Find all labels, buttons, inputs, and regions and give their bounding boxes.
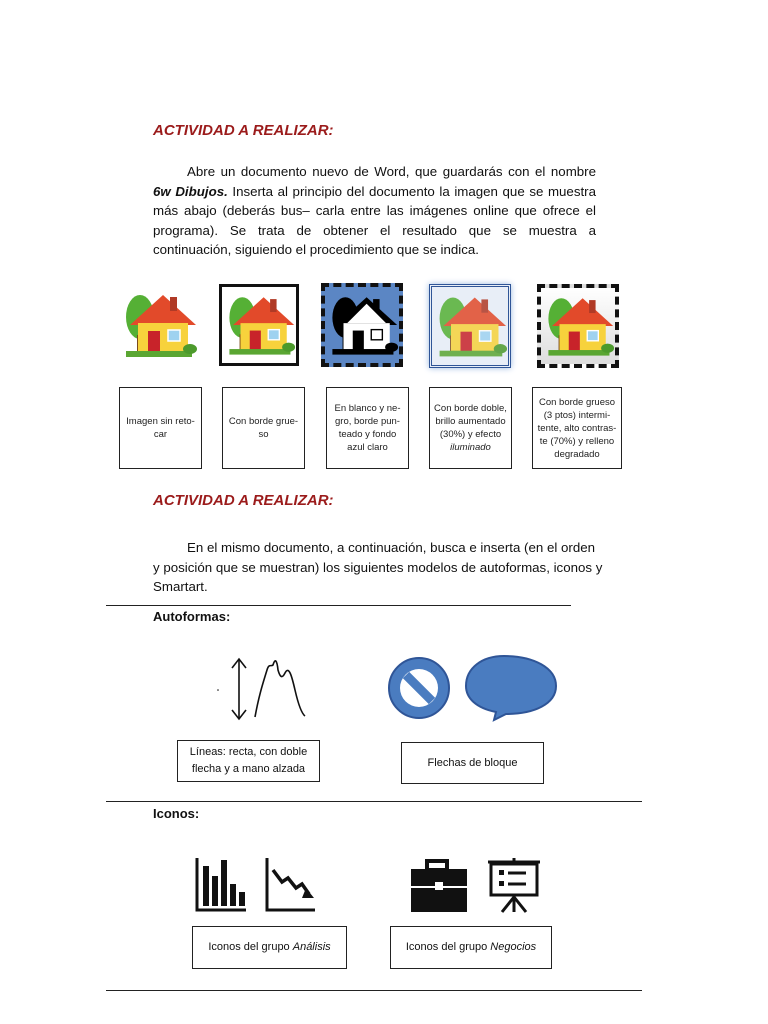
- business-icons: [410, 857, 540, 915]
- activity2-heading: ACTIVIDAD A REALIZAR:: [153, 492, 334, 509]
- caption-dashed: Con borde grueso (3 ptos) intermi- tente, alto contras- te (70%) y relleno degradado: [532, 387, 622, 469]
- activity2-paragraph: [153, 538, 605, 597]
- caption-bw: En blanco y ne- gro, borde pun- teado y fondo azul claro: [326, 387, 409, 469]
- divider: [106, 801, 642, 802]
- analysis-label: Iconos del grupo Análisis: [192, 926, 347, 969]
- activity1-paragraph: [153, 162, 596, 260]
- autoformas-title: Autoformas:: [153, 609, 231, 624]
- para-text-start: Abre un documento nuevo de Word, que guardarás con el nombre: [187, 164, 596, 179]
- iconos-title: Iconos:: [153, 806, 200, 821]
- caption-plain: Imagen sin reto- car: [119, 387, 202, 469]
- analysis-icons: [194, 856, 319, 914]
- divider: [106, 990, 642, 991]
- caption-double-border: Con borde doble, brillo aumentado (30%) y efecto iluminado: [429, 387, 512, 469]
- business-label: Iconos del grupo Negocios: [390, 926, 552, 969]
- block-shapes: [384, 650, 559, 725]
- activity2-text: En el mismo documento, a continuación, busca e inserta (en el orden y posición que se muestran) los siguientes modelos de autoformas, iconos y Smartart.: [153, 540, 603, 594]
- house-image-bw-dotted: [321, 283, 403, 367]
- house-image-dashed-gradient: [537, 284, 619, 368]
- arrows-label: Flechas de bloque: [401, 742, 544, 784]
- house-image-double-border: [429, 284, 511, 368]
- divider: [106, 605, 571, 606]
- lines-shapes: [215, 655, 315, 725]
- activity1-heading: ACTIVIDAD A REALIZAR:: [153, 122, 334, 139]
- lines-label: Líneas: recta, con doble flecha y a mano alzada: [177, 740, 320, 782]
- bar-chart-icon: [203, 866, 209, 906]
- house-image-plain: [118, 285, 198, 365]
- house-image-thick-border: [219, 284, 299, 366]
- para-text-end: Inserta al principio del documento la imagen que se muestra más abajo (deberás bus– carla entre las imágenes online que ofrece el programa). Se trata de obtener el resultado que se muestra a continuación, siguiendo el procedimiento que se indica.: [153, 183, 596, 257]
- caption-thick-border: Con borde grue- so: [222, 387, 305, 469]
- file-name: 6w Dibujos.: [153, 183, 228, 199]
